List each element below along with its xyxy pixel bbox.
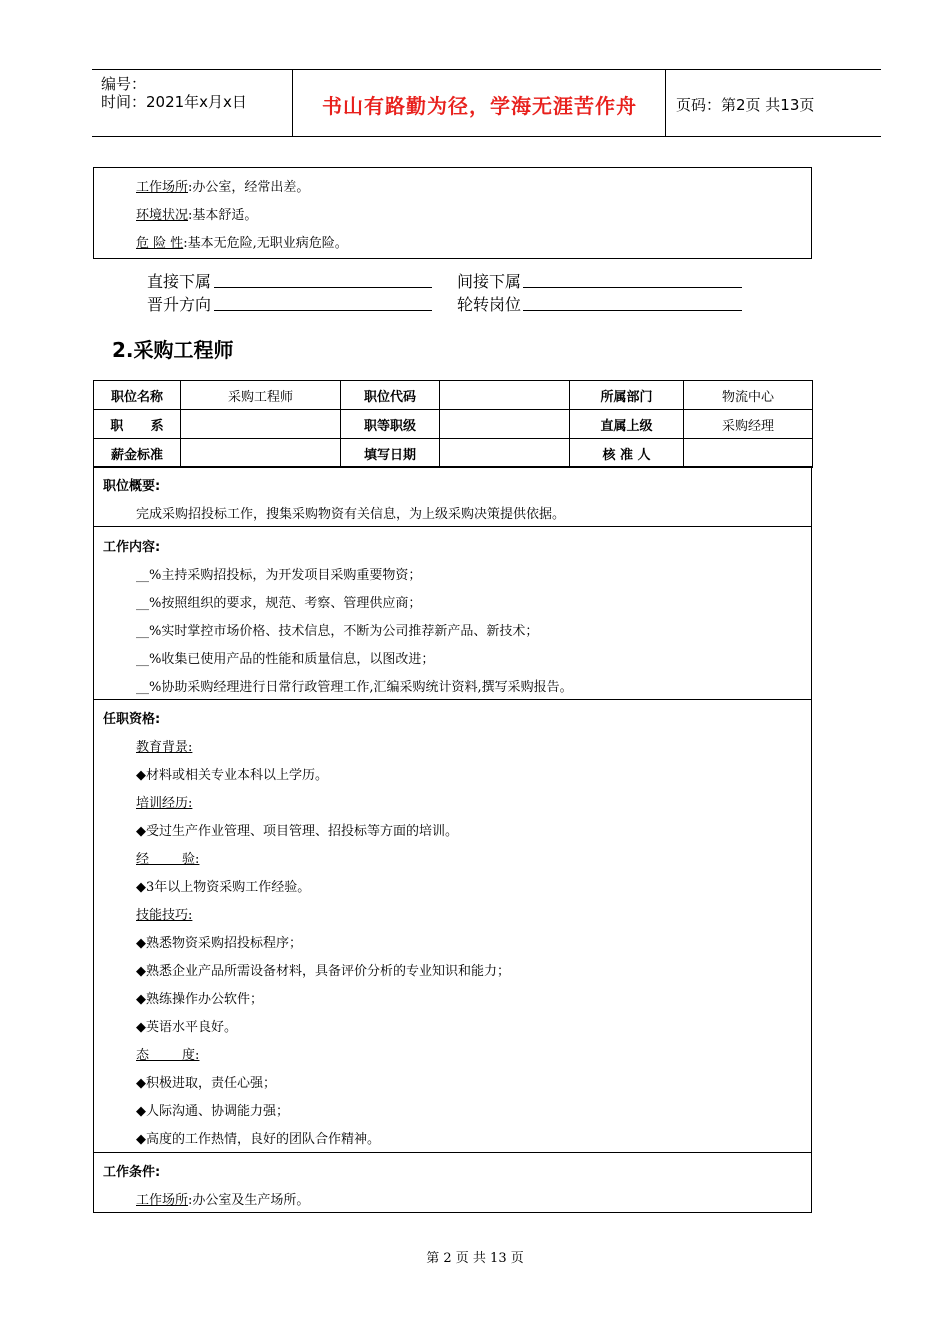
list-item: __%协助采购经理进行日常行政管理工作,汇编采购统计资料,撰写采购报告。 — [136, 680, 573, 695]
doc-number-label: 编号： — [101, 75, 147, 93]
department-value: 物流中心 — [684, 381, 813, 410]
fill-date-label: 填写日期 — [341, 439, 440, 468]
prev-env-line — [136, 204, 257, 223]
approver-value[interactable] — [684, 439, 813, 468]
salary-value[interactable] — [181, 439, 341, 468]
list-item: __%主持采购招投标，为开发项目采购重要物资； — [136, 568, 422, 583]
prev-env-value: :基本舒适。 — [188, 208, 258, 223]
prev-place-line — [136, 176, 309, 195]
page-footer: 第 2 页 共 13 页 — [426, 1251, 524, 1266]
list-item: ◆英语水平良好。 — [136, 1020, 237, 1035]
summary-title: 职位概要: — [103, 479, 161, 494]
list-item: __%实时掌控市场价格、技术信息，不断为公司推荐新产品、新技术； — [136, 624, 539, 639]
job-grade-label: 职等职级 — [341, 410, 440, 439]
list-item: ◆3年以上物资采购工作经验。 — [136, 880, 311, 895]
list-item: ◆积极进取，责任心强； — [136, 1076, 276, 1091]
direct-subordinate-field[interactable] — [214, 287, 432, 288]
job-name-value: 采购工程师 — [181, 381, 341, 410]
conditions-place-line — [136, 1189, 309, 1208]
header-motto: 书山有路勤为径，学海无涯苦作舟 — [322, 94, 637, 118]
list-item: ◆人际沟通、协调能力强； — [136, 1104, 289, 1119]
indirect-subordinate-field[interactable] — [523, 287, 742, 288]
skills-label: 技能技巧: — [136, 908, 193, 923]
list-item: ◆熟悉物资采购招投标程序； — [136, 936, 302, 951]
header-top-rule — [92, 69, 881, 70]
rotation-post-label: 轮转岗位 — [457, 295, 522, 314]
rotation-post-field[interactable] — [523, 310, 742, 311]
header-bottom-rule — [92, 136, 881, 137]
table-row — [94, 439, 813, 468]
job-info-table — [93, 380, 813, 468]
prev-risk-line — [136, 232, 348, 251]
training-label: 培训经历: — [136, 796, 193, 811]
supervisor-label: 直属上级 — [570, 410, 684, 439]
prev-place-label: 工作场所 — [136, 180, 189, 195]
salary-label: 薪金标准 — [94, 439, 181, 468]
duties-box — [93, 526, 812, 700]
conditions-place-label: 工作场所 — [136, 1193, 189, 1208]
job-series-label: 职 系 — [94, 410, 181, 439]
conditions-place-value: :办公室及生产场所。 — [188, 1193, 310, 1208]
table-row — [94, 381, 813, 410]
list-item: ◆材料或相关专业本科以上学历。 — [136, 768, 328, 783]
prev-risk-label: 危 险 性 — [136, 236, 184, 251]
supervisor-value: 采购经理 — [684, 410, 813, 439]
list-item: __%按照组织的要求，规范、考察、管理供应商； — [136, 596, 422, 611]
prev-place-value: :办公室，经常出差。 — [188, 180, 310, 195]
page-number-label: 页码：第2页 共13页 — [676, 96, 815, 114]
approver-label: 核 准 人 — [570, 439, 684, 468]
experience-label: 经 验: — [136, 852, 200, 867]
list-item: ◆受过生产作业管理、项目管理、招投标等方面的培训。 — [136, 824, 458, 839]
summary-text: 完成采购招投标工作，搜集采购物资有关信息，为上级采购决策提供依据。 — [136, 507, 566, 522]
direct-subordinate-label: 直接下属 — [147, 272, 212, 291]
education-label: 教育背景: — [136, 740, 193, 755]
promotion-path-label: 晋升方向 — [147, 295, 212, 314]
conditions-title: 工作条件: — [103, 1165, 161, 1180]
list-item: ◆高度的工作热情，良好的团队合作精神。 — [136, 1132, 380, 1147]
promotion-path-field[interactable] — [214, 310, 432, 311]
attitude-label: 态 度: — [136, 1048, 200, 1063]
section-title: 2.采购工程师 — [112, 338, 234, 362]
job-series-value[interactable] — [181, 410, 341, 439]
qualifications-title: 任职资格: — [103, 712, 161, 727]
department-label: 所属部门 — [570, 381, 684, 410]
list-item: ◆熟练操作办公软件； — [136, 992, 263, 1007]
duties-title: 工作内容: — [103, 540, 161, 555]
fill-date-value[interactable] — [440, 439, 570, 468]
indirect-subordinate-label: 间接下属 — [457, 272, 522, 291]
job-grade-value[interactable] — [440, 410, 570, 439]
table-row — [94, 410, 813, 439]
prev-risk-value: :基本无危险,无职业病危险。 — [183, 236, 348, 251]
list-item: ◆熟悉企业产品所需设备材料，具备评价分析的专业知识和能力； — [136, 964, 510, 979]
prev-env-label: 环境状况 — [136, 208, 189, 223]
doc-time-label: 时间：2021年x月x日 — [101, 93, 247, 111]
job-name-label: 职位名称 — [94, 381, 181, 410]
list-item: __%收集已使用产品的性能和质量信息，以图改进； — [136, 652, 435, 667]
job-code-value[interactable] — [440, 381, 570, 410]
job-code-label: 职位代码 — [341, 381, 440, 410]
